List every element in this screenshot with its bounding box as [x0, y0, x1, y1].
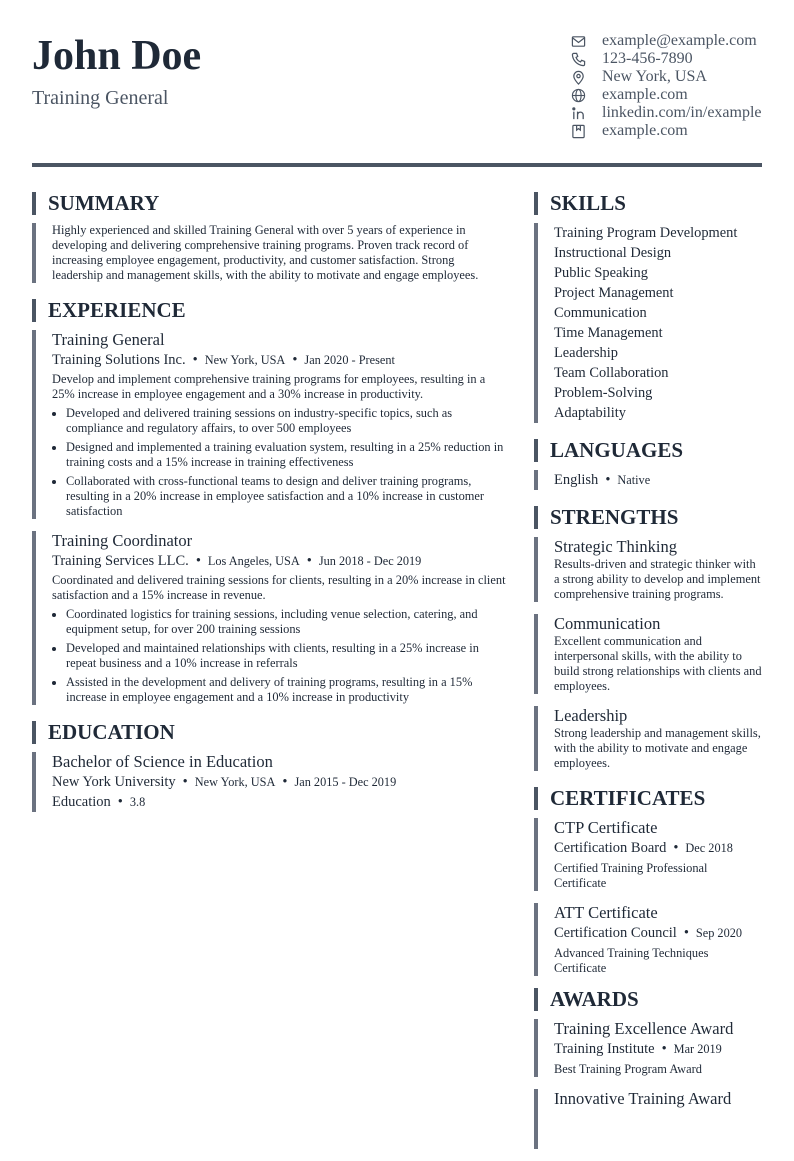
job-description: Coordinated and delivered training sessions for clients, resulting in a 20% increase in client satisfaction and a 15% increase in revenue.: [52, 573, 506, 602]
globe-icon: [568, 87, 588, 103]
certificate-title: CTP Certificate: [554, 818, 658, 837]
strengths-heading: STRENGTHS: [534, 506, 762, 529]
contact-list: [568, 32, 768, 140]
award-title: Innovative Training Award: [554, 1089, 732, 1108]
strength-description: Excellent communication and interpersonal skills, with the ability to build strong relationships with clients and employees.: [554, 634, 762, 693]
job-bullets: [52, 406, 506, 519]
award-entry: [534, 1089, 762, 1149]
school-name: New York University: [52, 774, 176, 790]
job-bullet: • Designed and implemented a training evaluation system, resulting in a 25% reduction in training costs and a 15% increase in training effectiveness: [66, 440, 506, 470]
certificate-description: Certified Training Professional Certificate: [554, 861, 708, 890]
skills-block: [534, 223, 762, 423]
education-dates: Jan 2015 - Dec 2019: [294, 775, 397, 789]
job-description: Develop and implement comprehensive training programs for employees, resulting in a 25% increase in employee engagement and a 30% increase in productivity.: [52, 372, 486, 401]
left-column: [32, 192, 506, 824]
award-date: Mar 2019: [673, 1042, 722, 1056]
language-name: English: [554, 472, 599, 488]
contact-website-text: example.com: [602, 86, 688, 103]
contact-linkedin-text: linkedin.com/in/example: [602, 104, 762, 121]
certificate-date: Sep 2020: [695, 926, 743, 940]
strength-entry: [534, 614, 762, 694]
certificate-date: Dec 2018: [685, 841, 733, 855]
contact-email-text: example@example.com: [602, 32, 757, 49]
strength-description: Results-driven and strategic thinker with a strong ability to develop and implement comprehensive training programs.: [554, 557, 761, 601]
skill-item: Training Program Development: [554, 225, 738, 241]
summary-text: Highly experienced and skilled Training General with over 5 years of experience in developing and delivering comprehensive training programs. Proven track record of increasing employee engagement, productivity, and customer satisfaction. Strong leadership and management skills, with the ability to motivate and engage employees.: [52, 223, 479, 282]
job-bullet: • Assisted in the development and delivery of training programs, resulting in a 15% increase in employee engagement and a 10% increase in productivity: [66, 675, 506, 705]
resume-page: [32, 0, 762, 1108]
contact-phone[interactable]: [568, 50, 768, 68]
job-bullet: • Developed and maintained relationships with clients, resulting in a 25% increase in repeat business and a 10% increase in referrals: [66, 641, 506, 671]
job-bullets: [52, 607, 506, 705]
certificate-meta: Certification Council • Sep 2020: [554, 925, 743, 941]
awards-heading: AWARDS: [534, 988, 762, 1011]
certificate-issuer: Certification Council: [554, 925, 677, 941]
linkedin-icon: [568, 105, 588, 121]
skills-heading: SKILLS: [534, 192, 762, 215]
language-level: Native: [617, 473, 651, 487]
job-company: Training Services LLC.: [52, 553, 189, 569]
strength-entry: [534, 537, 762, 602]
skill-item: Team Collaboration: [554, 365, 669, 381]
phone-icon: [568, 51, 588, 67]
contact-email[interactable]: [568, 32, 768, 50]
job-bullet: • Developed and delivered training sessions on industry-specific topics, such as compliance and regulatory affairs, to over 500 employees: [66, 406, 506, 436]
skills-section: [534, 192, 762, 423]
award-description: Best Training Program Award: [554, 1062, 702, 1076]
right-column: [534, 192, 762, 1161]
award-meta: Training Institute • Mar 2019: [554, 1041, 722, 1057]
job-dates: Jan 2020 - Present: [304, 353, 395, 367]
education-entry: [32, 752, 506, 812]
skill-item: Time Management: [554, 325, 663, 341]
certificate-title: ATT Certificate: [554, 903, 658, 922]
skill-item: Instructional Design: [554, 245, 672, 261]
certificate-description: Advanced Training Techniques Certificate: [554, 946, 709, 975]
experience-entry: [32, 330, 506, 519]
education-section: [32, 721, 506, 812]
job-meta: Training Solutions Inc. • New York, USA • Jan 2020 - Present: [52, 352, 395, 368]
skill-item: Problem-Solving: [554, 385, 653, 401]
job-company: Training Solutions Inc.: [52, 352, 186, 368]
degree-title: Bachelor of Science in Education: [52, 752, 273, 771]
skill-item: Leadership: [554, 345, 618, 361]
job-location: New York, USA: [204, 353, 286, 367]
resume-header: [32, 0, 762, 167]
job-meta: Training Services LLC. • Los Angeles, USA • Jun 2018 - Dec 2019: [52, 553, 422, 569]
strength-title: Communication: [554, 614, 661, 633]
job-bullet: • Collaborated with cross-functional teams to design and deliver training programs, resulting in a 20% increase in employee satisfaction and a 10% increase in customer satisfaction: [66, 474, 506, 519]
contact-location: [568, 68, 768, 86]
experience-section: [32, 299, 506, 705]
education-heading: EDUCATION: [32, 721, 506, 744]
summary-heading: SUMMARY: [32, 192, 506, 215]
job-bullet: • Coordinated logistics for training sessions, including venue selection, catering, and equipment setup, for over 200 training sessions: [66, 607, 506, 637]
education-field-row: Education • 3.8: [52, 794, 146, 810]
award-entry: [534, 1019, 762, 1077]
job-title: Training General: [52, 330, 165, 349]
certificate-entry: [534, 818, 762, 891]
contact-portfolio[interactable]: [568, 122, 768, 140]
strength-entry: [534, 706, 762, 771]
skill-item: Communication: [554, 305, 647, 321]
skill-item: Adaptability: [554, 405, 626, 421]
job-dates: Jun 2018 - Dec 2019: [318, 554, 422, 568]
contact-phone-text: 123-456-7890: [602, 50, 693, 67]
experience-heading: EXPERIENCE: [32, 299, 506, 322]
candidate-name: John Doe: [32, 33, 202, 79]
certificates-section: [534, 787, 762, 976]
strength-description: Strong leadership and management skills, with the ability to motivate and engage employees.: [554, 726, 761, 770]
summary-block: [32, 223, 506, 283]
contact-linkedin[interactable]: [568, 104, 768, 122]
certificate-meta: Certification Board • Dec 2018: [554, 840, 733, 856]
skill-item: Project Management: [554, 285, 674, 301]
school-location: New York, USA: [194, 775, 276, 789]
job-title: Training Coordinator: [52, 531, 193, 550]
strength-title: Leadership: [554, 706, 628, 725]
mail-icon: [568, 33, 588, 49]
language-item: English • Native: [534, 470, 762, 490]
certificate-entry: [534, 903, 762, 976]
portfolio-icon: [568, 123, 588, 139]
location-icon: [568, 69, 588, 85]
contact-website[interactable]: [568, 86, 768, 104]
languages-section: [534, 439, 762, 490]
strengths-section: [534, 506, 762, 771]
candidate-title: Training General: [32, 87, 169, 109]
certificates-heading: CERTIFICATES: [534, 787, 762, 810]
certificate-issuer: Certification Board: [554, 840, 667, 856]
awards-section: [534, 988, 762, 1149]
job-location: Los Angeles, USA: [207, 554, 300, 568]
summary-section: [32, 192, 506, 283]
languages-heading: LANGUAGES: [534, 439, 762, 462]
award-title: Training Excellence Award: [554, 1019, 734, 1038]
strength-title: Strategic Thinking: [554, 537, 677, 556]
education-field: Education: [52, 794, 111, 810]
skill-item: Public Speaking: [554, 265, 648, 281]
experience-entry: [32, 531, 506, 705]
contact-portfolio-text: example.com: [602, 122, 688, 139]
award-issuer: Training Institute: [554, 1041, 655, 1057]
education-gpa: 3.8: [129, 795, 146, 809]
contact-location-text: New York, USA: [602, 68, 707, 85]
education-meta: New York University • New York, USA • Jan 2015 - Dec 2019: [52, 774, 397, 790]
